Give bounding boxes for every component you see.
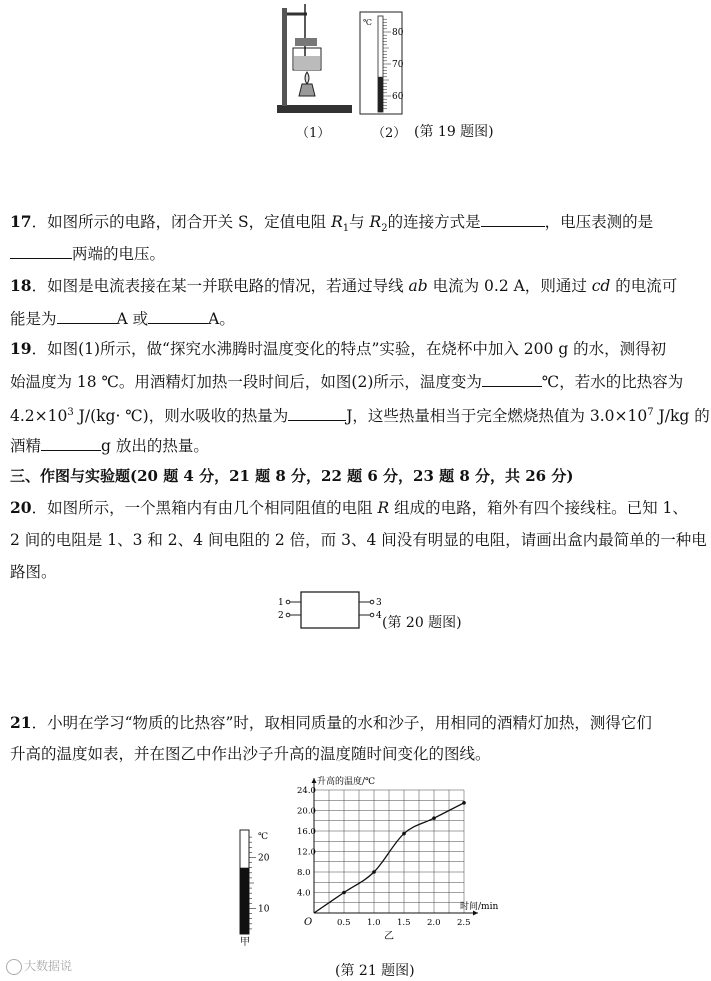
chart-series	[314, 801, 466, 913]
terminal-label-4: 4	[376, 611, 382, 621]
terminal-4	[370, 613, 374, 617]
apparatus-stand-rod	[282, 8, 287, 106]
black-box-rect	[301, 592, 359, 628]
q17-number: 17	[10, 212, 32, 231]
fig19-tick-label: 70	[392, 60, 404, 70]
fig19-thermometer-liquid	[378, 77, 383, 112]
chart-origin-label: O	[304, 917, 313, 928]
apparatus-lamp	[299, 84, 315, 96]
series-point	[372, 870, 376, 874]
q19-blank-1[interactable]	[482, 372, 542, 387]
q20-line-1: 20．如图所示，一个黑箱内有由几个相同阻值的电阻 R 组成的电路，箱外有四个接线柱。已知 1、	[10, 498, 688, 517]
q20-line-3: 路图。	[10, 563, 57, 581]
q17-blank-2[interactable]	[10, 244, 72, 259]
q21-therm-tick-label: 20	[258, 853, 270, 864]
q18-number: 18	[10, 276, 32, 295]
q21-caption: (第 21 题图)	[335, 963, 415, 979]
q21-thermometer-label: 甲	[240, 937, 250, 948]
q21-chart	[296, 770, 516, 950]
apparatus-flame	[305, 72, 309, 84]
terminal-2	[286, 613, 290, 617]
q21-thermometer	[232, 826, 282, 948]
x-tick-label: 2.5	[457, 918, 471, 928]
q19-line-2: 始温度为 18 ℃。用酒精灯加热一段时间后，如图(2)所示，温度变为 ℃，若水的比热容为	[10, 373, 684, 391]
fig19-tick-label: 60	[392, 92, 404, 102]
fig19-label-1: （1）	[296, 126, 331, 141]
series-point	[342, 891, 346, 895]
terminal-3	[370, 600, 374, 604]
terminal-label-3: 3	[376, 598, 382, 608]
chart-x-axis-label: 时间/min	[460, 902, 499, 912]
x-tick-label: 1.0	[367, 918, 381, 928]
fig19-label-2: （2）	[372, 126, 407, 141]
q19-line-3: $4.2\times 10^3$ J/(kg· ℃)，则水吸收的热量为 J，这些热量相当于完全燃烧热值为 $3.0\times 10^7$ J/kg 的	[10, 407, 710, 426]
q21-thermometer-liquid	[240, 868, 249, 934]
terminal-label-2: 2	[278, 611, 284, 621]
section-3-title: 三、作图与实验题(20 题 4 分，21 题 8 分，22 题 6 分，23 题 8 分，共 26 分)	[10, 467, 574, 485]
chart-axes	[312, 778, 479, 916]
q17-line-1: 17．如图所示的电路，闭合开关 S，定值电阻 $R_1$与 $R_2$的连接方式是 ，电压表测的是	[10, 212, 654, 235]
q21-therm-tick-label: 10	[258, 904, 270, 915]
q17-blank-1[interactable]	[481, 212, 545, 227]
y-tick-label: 20.0	[297, 806, 316, 817]
y-axis-arrow	[312, 778, 317, 783]
series-point	[462, 801, 466, 805]
x-tick-label: 0.5	[337, 918, 351, 928]
q19-line-1: 19．如图(1)所示，做“探究水沸腾时温度变化的特点”实验，在烧杯中加入 200 g 的水，测得初	[10, 339, 667, 358]
q21-number: 21	[10, 713, 32, 732]
y-tick-label: 12.0	[297, 847, 316, 858]
apparatus-water	[294, 56, 320, 70]
series-point	[402, 832, 406, 836]
q21-chart-label: 乙	[384, 931, 394, 942]
q21-line-2: 升高的温度如表，并在图乙中作出沙子升高的温度随时间变化的图线。	[10, 745, 491, 763]
chart-y-axis-label: 升高的温度/℃	[317, 777, 376, 787]
fig19-thermometer-unit: ℃	[363, 18, 372, 27]
terminal-1	[286, 600, 290, 604]
series-point	[432, 816, 436, 820]
watermark: 大数据说	[6, 957, 72, 975]
q21-thermometer-unit: ℃	[258, 832, 269, 842]
q19-line-4: 酒精 g 放出的热量。	[10, 437, 209, 455]
q19-blank-2[interactable]	[288, 406, 346, 421]
q19-number: 19	[10, 339, 32, 358]
x-tick-label: 1.5	[397, 918, 411, 928]
q20-black-box	[276, 588, 386, 634]
q20-number: 20	[10, 498, 32, 517]
q20-caption: (第 20 题图)	[382, 615, 462, 631]
terminal-label-1: 1	[278, 598, 284, 608]
apparatus-gauze	[295, 38, 317, 46]
q18-line-2: 能是为 A 或 A。	[10, 310, 235, 328]
q21-line-1: 21．小明在学习“物质的比热容”时，取相同质量的水和沙子，用相同的酒精灯加热，测得它们	[10, 713, 652, 732]
q18-blank-1[interactable]	[57, 309, 117, 324]
y-tick-label: 8.0	[297, 868, 311, 878]
q19-blank-3[interactable]	[41, 436, 101, 451]
fig19-apparatus	[265, 0, 355, 120]
q18-blank-2[interactable]	[148, 309, 208, 324]
fig19-thermometer	[358, 8, 404, 118]
fig19-tick-label: 80	[392, 28, 404, 38]
y-tick-label: 4.0	[297, 888, 311, 899]
fig19-caption: (第 19 题图)	[414, 124, 494, 140]
y-tick-label: 16.0	[297, 827, 316, 837]
q18-line-1: 18．如图是电流表接在某一并联电路的情况，若通过导线 ab 电流为 0.2 A，则通过 cd 的电流可	[10, 276, 678, 295]
q20-line-2: 2 间的电阻是 1、3 和 2、4 间电阻的 2 倍，而 3、4 间没有明显的电阻，请画出盒内最简单的一种电	[10, 531, 707, 549]
watermark-icon	[6, 959, 22, 975]
apparatus-base	[277, 105, 352, 113]
q17-line-2: 两端的电压。	[10, 244, 700, 263]
x-tick-label: 2.0	[427, 918, 441, 928]
y-tick-label: 24.0	[297, 786, 316, 796]
